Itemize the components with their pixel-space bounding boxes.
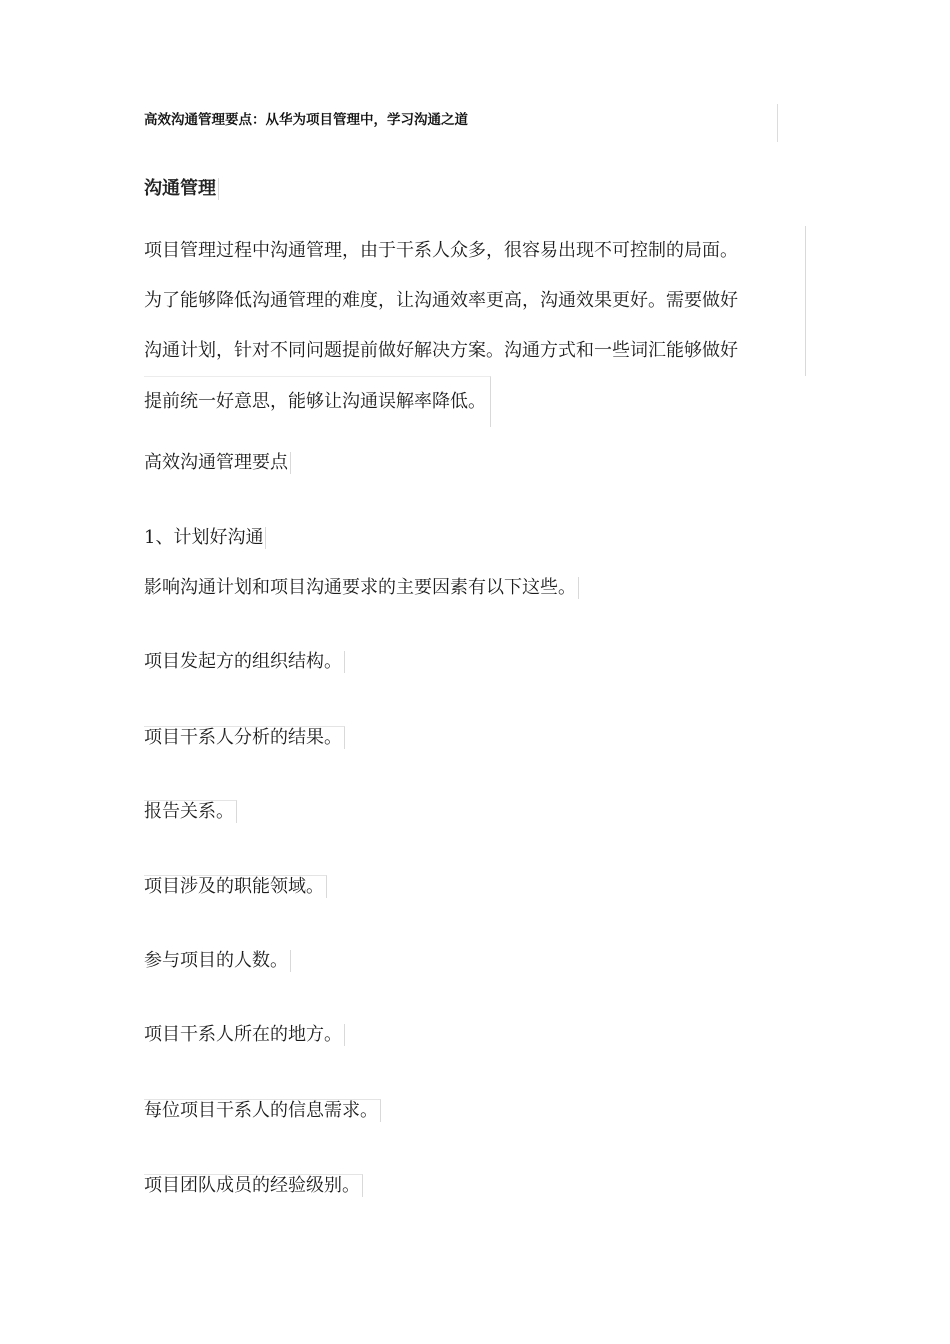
intro-line: 沟通计划，针对不同问题提前做好解决方案。沟通方式和一些词汇能够做好 [144,326,806,376]
intro-paragraph [144,226,806,427]
factor-item: 项目干系人所在的地方。 [144,1024,345,1046]
factor-item: 项目发起方的组织结构。 [144,651,345,673]
intro-line: 项目管理过程中沟通管理，由于干系人众多，很容易出现不可控制的局面。 [144,226,806,276]
factor-item: 报告关系。 [144,800,237,823]
factor-item: 项目干系人分析的结果。 [144,726,345,749]
document-title: 高效沟通管理要点：从华为项目管理中，学习沟通之道 [144,112,468,128]
section-heading: 沟通管理 [144,178,219,200]
factor-item: 每位项目干系人的信息需求。 [144,1099,381,1122]
point-intro: 影响沟通计划和项目沟通要求的主要因素有以下这些。 [144,577,579,599]
title-divider [777,104,778,142]
intro-line: 为了能够降低沟通管理的难度，让沟通效率更高，沟通效果更好。需要做好 [144,276,806,326]
factor-item: 项目涉及的职能领域。 [144,875,327,898]
factor-item: 项目团队成员的经验级别。 [144,1174,363,1197]
intro-line: 提前统一好意思，能够让沟通误解率降低。 [144,376,491,427]
factor-item: 参与项目的人数。 [144,950,291,972]
subheading: 高效沟通管理要点 [144,452,291,474]
point-title: 1、计划好沟通 [144,527,266,549]
